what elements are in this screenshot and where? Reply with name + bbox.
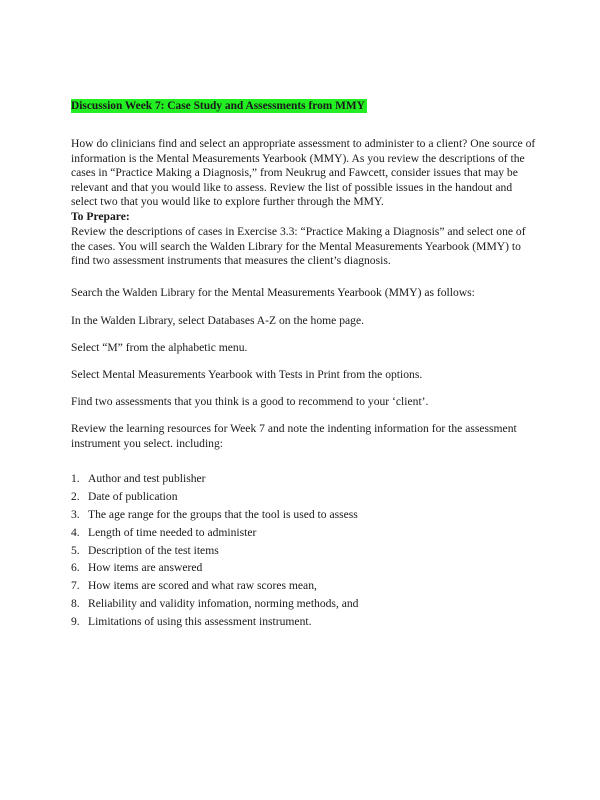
- list-item-number: 4.: [71, 525, 80, 539]
- list-item: [71, 470, 531, 488]
- list-item-text: Limitations of using this assessment instrument.: [88, 615, 312, 629]
- list-item-text: Description of the test items: [88, 543, 219, 557]
- list-item-text: The age range for the groups that the tool is used to assess: [88, 507, 358, 521]
- list-item-text: Reliability and validity infomation, norming methods, and: [88, 597, 359, 611]
- list-item: [71, 577, 531, 595]
- document-title: Discussion Week 7: Case Study and Assessments from MMY: [71, 100, 365, 112]
- step-select-mmy: Select Mental Measurements Yearbook with Tests in Print from the options.: [71, 368, 423, 381]
- list-item-number: 6.: [71, 561, 80, 575]
- list-item: [71, 595, 531, 613]
- prepare-heading: To Prepare:: [71, 210, 130, 223]
- search-intro: Search the Walden Library for the Mental Measurements Yearbook (MMY) as follows:: [71, 286, 475, 299]
- information-list: [71, 470, 531, 631]
- list-item-number: 2.: [71, 489, 80, 503]
- list-item-number: 1.: [71, 472, 80, 485]
- list-item-number: 7.: [71, 579, 80, 593]
- list-item-number: 5.: [71, 543, 80, 557]
- list-item: [71, 559, 531, 577]
- review-paragraph: Review the learning resources for Week 7 and note the indenting information for the assessment instrument you select. including:: [71, 422, 517, 450]
- step-databases: In the Walden Library, select Databases A-Z on the home page.: [71, 314, 364, 327]
- list-item-text: Author and test publisher: [88, 472, 206, 485]
- list-item-number: 8.: [71, 597, 80, 611]
- step-select-m: Select “M” from the alphabetic menu.: [71, 341, 248, 354]
- list-item-text: Date of publication: [88, 489, 178, 503]
- list-item-number: 9.: [71, 615, 80, 629]
- list-item: [71, 506, 531, 524]
- list-item: [71, 488, 531, 506]
- list-item: [71, 613, 531, 631]
- list-item: [71, 524, 531, 542]
- prepare-paragraph: Review the descriptions of cases in Exercise 3.3: “Practice Making a Diagnosis” and select one of the cases. You will search the Walden Library for the Mental Measurements Yearbook (MMY) to find two assessment instruments that measures the client’s diagnosis.: [71, 225, 526, 268]
- intro-paragraph: How do clinicians find and select an appropriate assessment to administer to a client? One source of information is the Mental Measurements Yearbook (MMY). As you review the descriptions of the cases in “Practice Making a Diagnosis,” from Neukrug and Fawcett, consider issues that may be relevant and that you would like to assess. Review the list of possible issues in the handout and select two that you would like to explore further through the MMY.: [71, 137, 536, 209]
- list-item-number: 3.: [71, 507, 80, 521]
- list-item-text: Length of time needed to administer: [88, 525, 257, 539]
- list-item-text: How items are scored and what raw scores mean,: [88, 579, 317, 593]
- list-item: [71, 542, 531, 560]
- step-find-assessments: Find two assessments that you think is a good to recommend to your ‘client’.: [71, 395, 429, 408]
- list-item-text: How items are answered: [88, 561, 203, 575]
